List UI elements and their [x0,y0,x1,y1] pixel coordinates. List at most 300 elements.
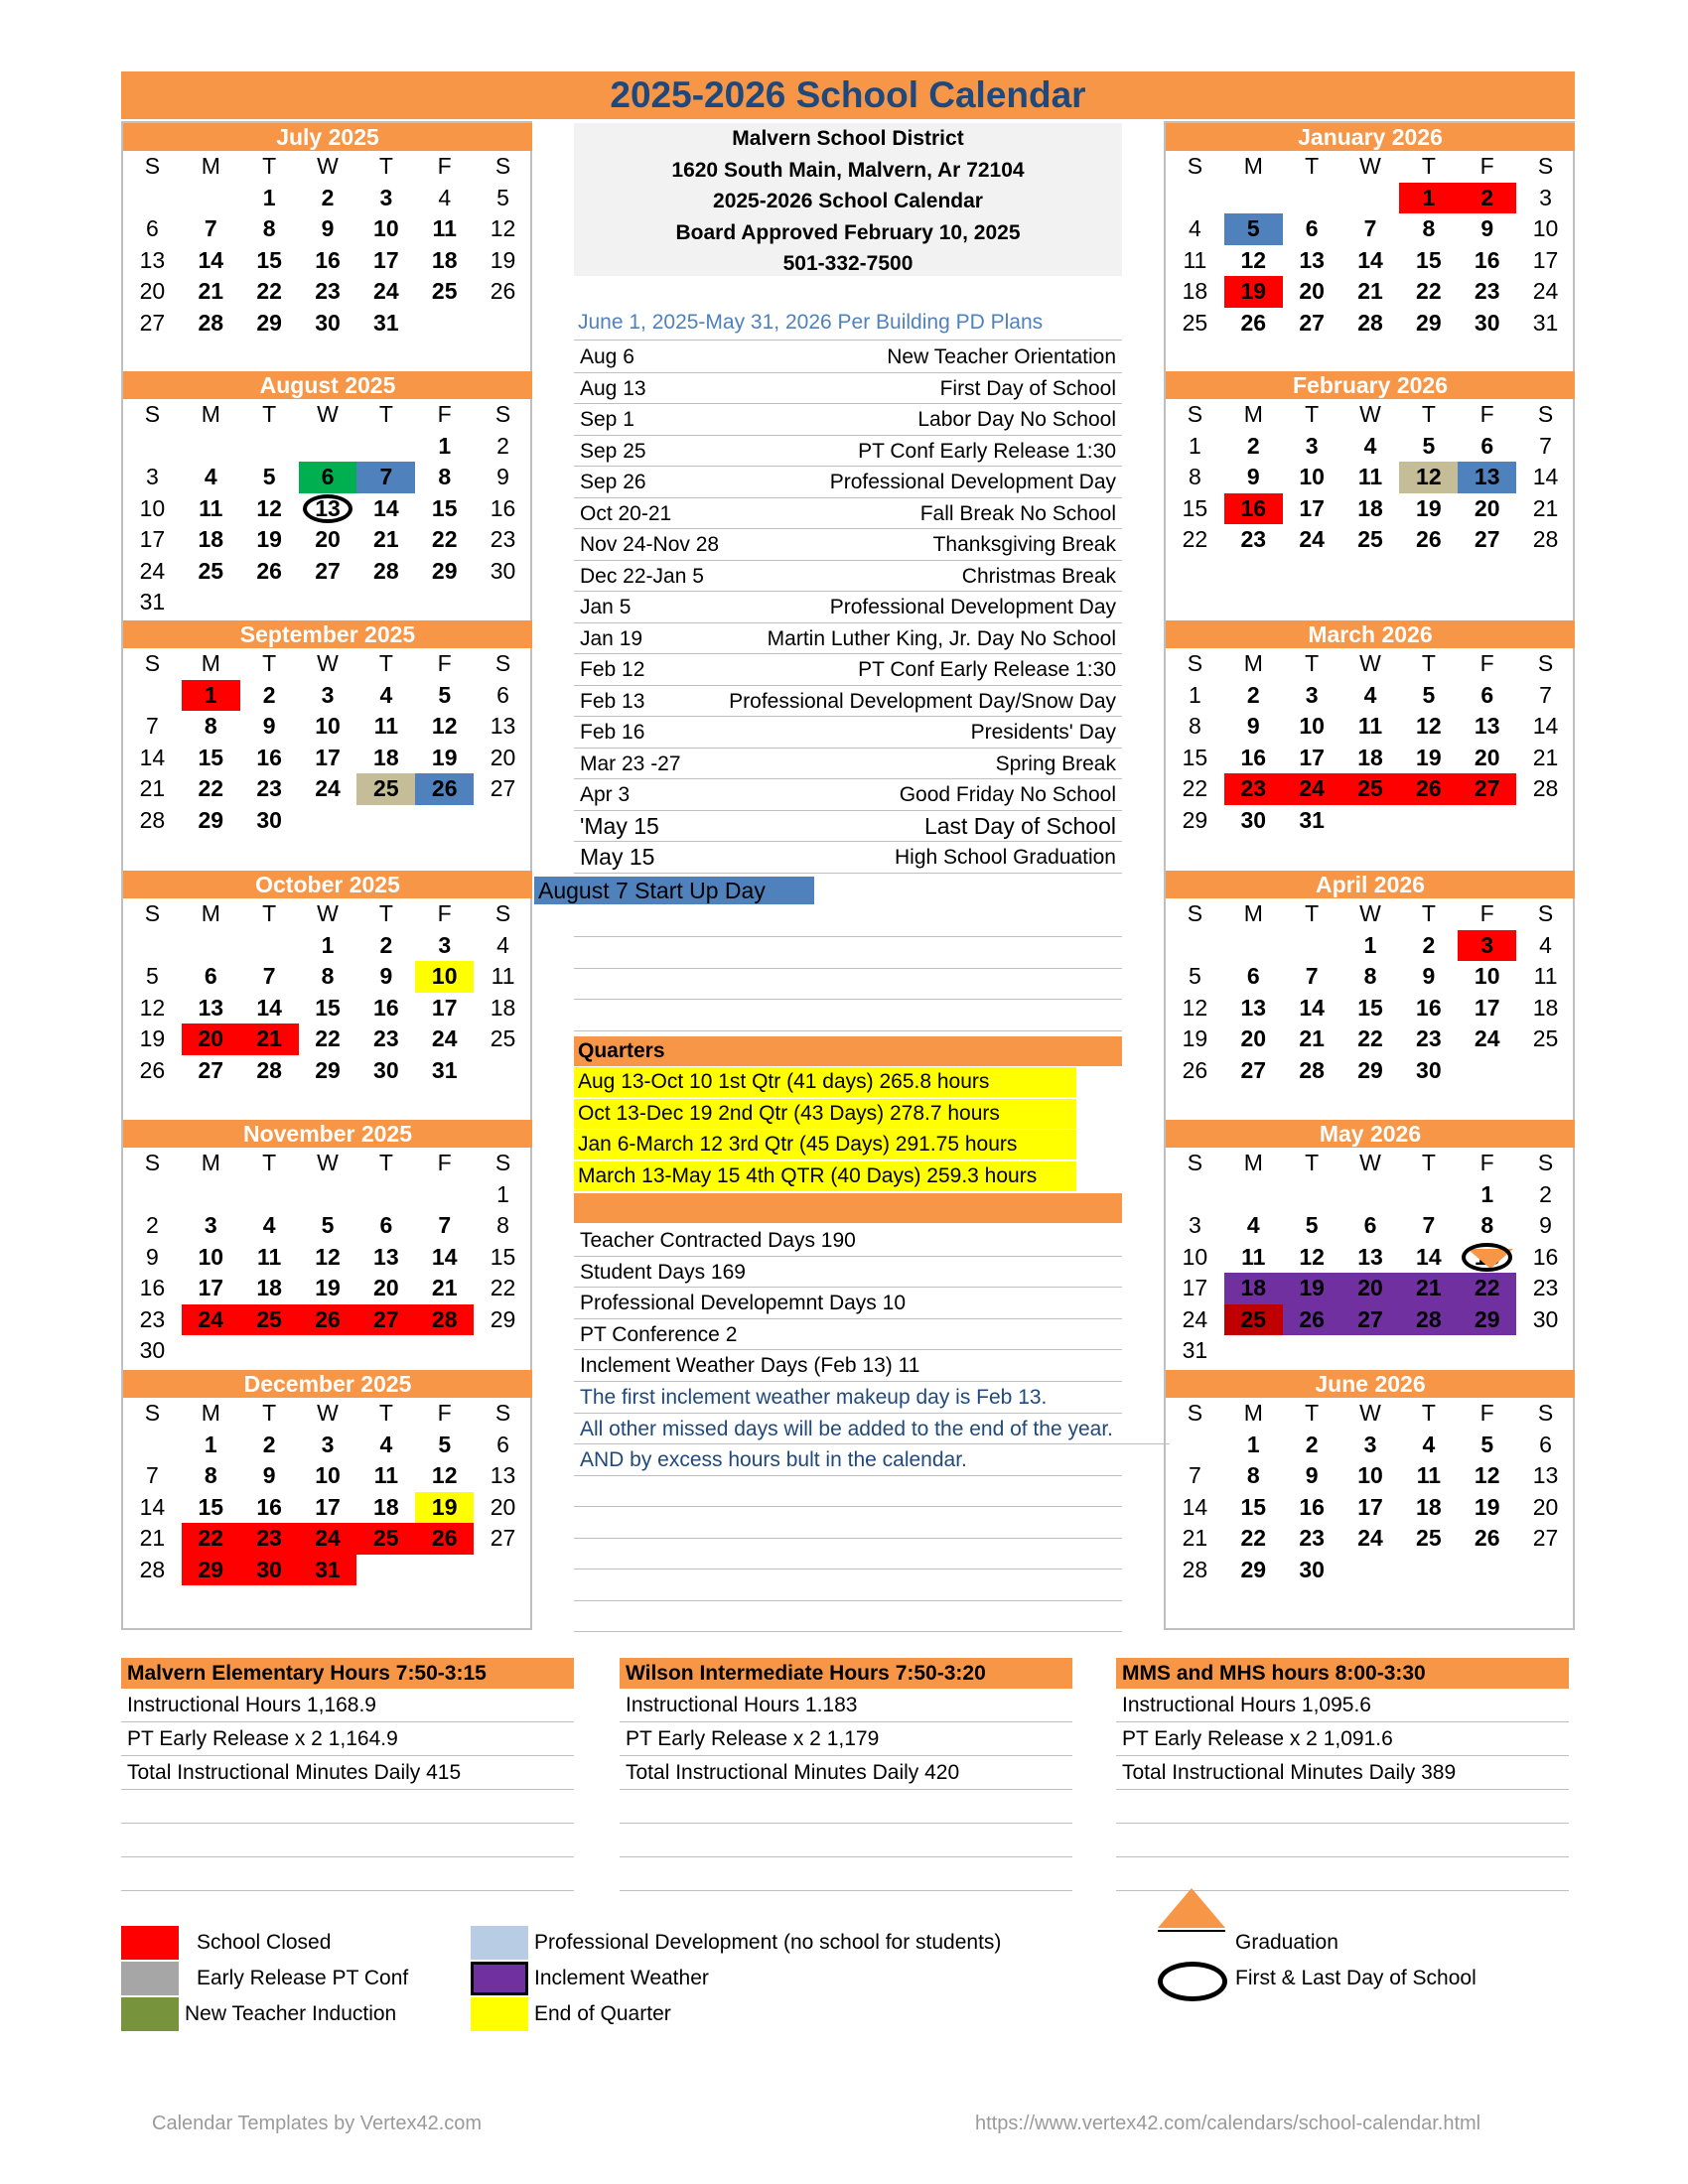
day-cell: 18 [256,1275,282,1300]
day-cell: 14 [198,246,224,273]
day-cell: 28 [1299,1056,1325,1083]
weekday-header: M [201,401,220,427]
month-title: December 2025 [123,1370,532,1398]
day-cell: 11 [1183,246,1207,273]
quarter-row: Oct 13-Dec 19 2nd Qtr (43 Days) 278.7 hours [574,1099,1076,1129]
day-cell: 23 [139,1305,166,1332]
hours-row: Total Instructional Minutes Daily 415 [121,1756,574,1790]
day-cell: 29 [315,1056,341,1083]
day-cell: 21 [139,775,166,801]
day-cell: 27 [1341,1304,1400,1336]
day-cell: 26 [299,1304,357,1336]
hours-row [620,1857,1072,1891]
empty-cell [1166,183,1224,214]
district-approval: Board Approved February 10, 2025 [675,220,1021,244]
event-row [574,404,1122,436]
event-description: Last Day of School [923,812,1116,839]
day-cell: 3 [1189,1212,1201,1238]
hours-row: Total Instructional Minutes Daily 420 [620,1756,1072,1790]
weekday-header: T [262,900,277,926]
hours-row: Total Instructional Minutes Daily 389 [1116,1756,1569,1790]
weekday-header: S [144,900,161,926]
empty-cell [1224,1179,1283,1211]
day-cell: 14 [1416,1243,1442,1270]
empty-cell [123,1430,182,1461]
district-address: 1620 South Main, Malvern, Ar 72104 [671,158,1025,182]
day-cell: 29 [1416,309,1442,336]
day-cell: 23 [1240,526,1267,552]
event-row [574,561,1122,593]
month-january-2026 [1166,123,1575,339]
day-cell: 16 [1299,1493,1325,1520]
stat-row [574,1288,1122,1319]
event-row [574,341,1122,373]
day-cell: 19 [490,246,516,273]
event-row [574,498,1122,530]
day-cell: 7 [1363,215,1377,241]
quarter-row: Jan 6-March 12 3rd Qtr (45 Days) 291.75 hours [574,1130,1076,1160]
day-cell: 16 [1240,744,1267,770]
day-cell: 5 [438,681,452,708]
month-grid [1166,898,1575,1086]
day-cell: 1 [262,184,276,210]
day-cell: 4 [1246,1212,1260,1238]
event-row [574,842,1122,874]
day-cell: 17 [431,994,458,1021]
weekday-header: T [378,401,393,427]
day-cell: 31 [299,1555,357,1586]
blank-row [574,1507,1122,1539]
weekday-header: W [317,401,339,427]
day-cell: 3 [1363,1431,1377,1457]
weekday-header: T [262,1400,277,1426]
day-cell: 26 [1240,309,1267,336]
weekday-header: S [494,401,511,427]
day-cell: 15 [431,494,458,521]
day-cell: 8 [1422,215,1436,241]
month-february-2026 [1166,371,1575,556]
day-cell: 16 [1474,246,1500,273]
day-cell: 31 [1299,806,1325,833]
day-cell: 10 [415,961,474,993]
day-cell: 28 [373,557,399,584]
empty-cell [1224,183,1283,214]
month-title: January 2026 [1166,123,1575,151]
day-cell: 7 [1305,963,1319,989]
day-cell: 19 [315,1275,341,1300]
day-cell: 16 [373,994,399,1021]
day-cell: 24 [1474,1025,1500,1051]
day-cell: 3 [321,681,335,708]
day-cell: 15 [315,994,341,1021]
event-description: Professional Development Day/Snow Day [729,689,1116,713]
day-cell: 22 [1357,1025,1383,1051]
day-cell: 12 [1399,462,1458,493]
event-row [574,592,1122,623]
event-date: Oct 20-21 [580,501,672,525]
legend-swatch-inclement [471,1962,528,1995]
day-cell: 11 [373,1462,399,1488]
hours-row [1116,1824,1569,1857]
weekday-header: S [144,1150,161,1175]
legend-swatch-early-release [121,1962,179,1995]
day-cell: 28 [139,1556,166,1582]
month-grid [123,399,532,618]
day-cell: 13 [1458,462,1516,493]
day-cell: 24 [1283,773,1341,805]
hours-row [121,1790,574,1824]
day-cell: 5 [1189,963,1201,989]
day-cell: 1 [438,432,452,459]
event-date: Aug 6 [580,345,634,368]
day-cell: 2 [1246,681,1260,708]
event-description: Labor Day No School [917,408,1116,431]
weekday-header: W [317,1150,339,1175]
blank-row [574,1600,1122,1632]
weekday-header: T [1305,650,1320,676]
weekday-header: M [201,1400,220,1426]
day-cell: 12 [139,994,166,1021]
legend-early-release: Early Release PT Conf [197,1967,409,1989]
day-cell: 3 [146,464,159,489]
day-cell: 20 [182,1024,240,1055]
day-cell: 17 [373,246,399,273]
weekday-header: S [1537,153,1554,179]
blank-row [574,1570,1122,1601]
day-cell: 4 [262,1212,276,1238]
day-cell: 27 [1458,773,1516,805]
month-grid [123,648,532,836]
weekday-header: T [378,1150,393,1175]
empty-cell [240,431,299,463]
day-cell: 29 [1357,1056,1383,1083]
day-cell: 16 [315,246,341,273]
hours-header: Wilson Intermediate Hours 7:50-3:20 [620,1658,1072,1689]
day-cell: 2 [496,432,509,459]
month-grid [1166,648,1575,836]
event-date: Dec 22-Jan 5 [580,564,704,588]
event-date: Feb 16 [580,721,645,744]
day-cell: 9 [1305,1462,1319,1488]
empty-cell [1399,1179,1458,1211]
day-cell: 25 [1224,1304,1283,1336]
event-row [574,749,1122,780]
day-cell: 22 [256,278,282,304]
empty-cell [299,431,357,463]
day-cell: 11 [1533,963,1558,989]
day-cell: 25 [356,1523,415,1555]
day-cell: 9 [496,464,509,489]
empty-cell [1224,930,1283,962]
hours-row [121,1857,574,1891]
legend-first-last: First & Last Day of School [1235,1967,1477,1989]
month-september-2025 [123,620,532,836]
weekday-header: T [262,650,277,676]
event-description: Professional Development Day [829,596,1116,618]
empty-cell [415,1179,474,1211]
day-cell: 16 [139,1275,166,1300]
day-cell: 6 [299,462,357,493]
day-cell: 26 [415,773,474,805]
empty-cell [1341,1179,1400,1211]
day-cell: 13 [1357,1243,1383,1270]
day-cell: 20 [1532,1493,1559,1520]
day-cell: 4 [1539,931,1552,958]
day-cell: 13 [198,994,224,1021]
month-march-2026 [1166,620,1575,836]
note-text: All other missed days will be added to the end of the year. [580,1417,1113,1440]
stat-row [574,1257,1122,1289]
month-title: March 2026 [1166,620,1575,648]
day-cell: 28 [415,1304,474,1336]
day-cell: 9 [262,1462,276,1488]
weekday-header: T [1421,153,1436,179]
weekday-header: T [378,900,393,926]
day-cell: 18 [373,1493,399,1520]
stat-row [574,1350,1122,1382]
day-cell: 27 [315,557,341,584]
quarter-row: Aug 13-Oct 10 1st Qtr (41 days) 265.8 hours [574,1067,1076,1097]
event-description: High School Graduation [895,846,1116,869]
day-cell: 11 [1241,1243,1266,1270]
empty-cell [182,1179,240,1211]
day-cell: 25 [1416,1525,1442,1551]
day-cell: 26 [1399,773,1458,805]
day-cell: 10 [1474,963,1500,989]
day-cell: 16 [256,1493,282,1520]
day-cell: 30 [1299,1556,1325,1582]
day-cell: 30 [256,806,282,833]
startup-day: August 7 Start Up Day [534,877,814,904]
day-cell: 1 [204,1431,217,1457]
day-cell: 11 [1357,713,1383,739]
hours-row: Instructional Hours 1,168.9 [121,1689,574,1722]
hours-row [620,1790,1072,1824]
month-grid [123,1148,532,1367]
day-cell: 3 [204,1212,217,1238]
event-row [574,373,1122,405]
event-row [574,623,1122,655]
weekday-header: F [1479,1400,1494,1426]
weekday-header: F [437,153,452,179]
weekday-header: F [1479,900,1494,926]
day-cell: 3 [379,184,393,210]
day-cell: 30 [139,1337,166,1363]
empty-cell [123,431,182,463]
day-cell: 21 [1532,494,1559,521]
day-cell: 2 [321,184,335,210]
day-cell: 11 [199,494,223,521]
day-cell: 15 [1458,1242,1516,1274]
day-cell: 9 [1246,464,1260,489]
day-cell: 4 [438,184,452,210]
day-cell: 18 [1224,1273,1283,1304]
day-cell: 14 [1532,464,1559,489]
day-cell: 26 [256,557,282,584]
day-cell: 5 [496,184,509,210]
event-date: Nov 24-Nov 28 [580,533,720,556]
event-row [574,717,1122,749]
day-cell: 7 [204,215,217,241]
weekday-header: W [1359,900,1381,926]
hours-row: Instructional Hours 1.183 [620,1689,1072,1722]
day-cell: 11 [1416,1462,1442,1488]
month-august-2025 [123,371,532,618]
month-june-2026 [1166,1370,1575,1585]
day-cell: 28 [1357,309,1383,336]
district-calendar-title: 2025-2026 School Calendar [713,190,983,212]
day-cell: 20 [490,744,516,770]
day-cell: 29 [1240,1556,1267,1582]
event-date: Apr 3 [580,783,631,806]
day-cell: 18 [490,994,516,1021]
hours-row: PT Early Release x 2 1,179 [620,1722,1072,1756]
stat-row [574,1319,1122,1351]
day-cell: 12 [431,713,458,739]
weekday-header: T [1421,1150,1436,1175]
day-cell: 23 [1224,773,1283,805]
day-cell: 22 [1240,1525,1267,1551]
legend-graduation: Graduation [1235,1931,1338,1954]
day-cell: 10 [139,494,166,521]
day-cell: 26 [1416,526,1442,552]
month-title: July 2025 [123,123,532,151]
district-name: Malvern School District [732,127,964,150]
day-cell: 1 [1399,183,1458,214]
day-cell: 12 [1416,713,1442,739]
day-cell: 19 [256,526,282,552]
empty-cell [299,1179,357,1211]
weekday-header: T [262,401,277,427]
day-cell: 17 [315,744,341,770]
day-cell: 29 [256,309,282,336]
blank-row [574,1475,1122,1507]
day-cell: 13 [139,246,166,273]
day-cell: 23 [1474,278,1500,304]
day-cell: 8 [1363,963,1377,989]
day-cell: 5 [262,464,276,489]
day-cell: 17 [1299,744,1325,770]
legend-swatch-new-teacher [121,1997,179,2031]
day-cell: 19 [1474,1493,1500,1520]
weekday-header: S [1187,650,1203,676]
day-cell: 30 [373,1056,399,1083]
weekday-header: S [1537,401,1554,427]
empty-cell [1166,1430,1224,1461]
day-cell: 31 [431,1056,458,1083]
day-cell: 24 [139,557,166,584]
day-cell: 12 [431,1462,458,1488]
day-cell: 2 [146,1212,159,1238]
event-date: 'May 15 [580,812,659,839]
day-cell: 15 [1182,744,1208,770]
month-grid [123,898,532,1086]
weekday-header: M [201,1150,220,1175]
day-cell: 20 [1341,1273,1400,1304]
day-cell: 29 [1182,806,1208,833]
day-cell: 18 [1416,1493,1442,1520]
quarters-header: Quarters [574,1036,1122,1066]
weekday-header: S [494,153,511,179]
weekday-header: M [1243,1150,1263,1175]
weekday-header: W [1359,401,1381,427]
day-cell: 21 [1357,278,1383,304]
stat-text: PT Conference 2 [580,1322,738,1346]
day-cell: 24 [299,1523,357,1555]
day-cell: 10 [373,215,399,241]
weekday-header: W [1359,1150,1381,1175]
event-description: PT Conf Early Release 1:30 [858,439,1116,463]
day-cell: 31 [139,589,166,614]
day-cell: 5 [1422,432,1436,459]
legend-new-teacher: New Teacher Induction [185,2002,397,2025]
day-cell: 21 [240,1024,299,1055]
day-cell: 6 [1363,1212,1377,1238]
stat-text: Professional Developemnt Days 10 [580,1292,907,1314]
day-cell: 12 [1474,1462,1500,1488]
event-description: Good Friday No School [899,783,1116,806]
weekday-header: T [1421,401,1436,427]
day-cell: 6 [1480,432,1494,459]
day-cell: 7 [1189,1462,1201,1488]
day-cell: 10 [1182,1243,1208,1270]
day-cell: 31 [1182,1337,1208,1363]
blank-row [574,1000,1122,1031]
note-row [574,1382,1122,1414]
weekday-header: S [1537,650,1554,676]
day-cell: 18 [1182,278,1208,304]
month-december-2025 [123,1370,532,1585]
day-cell: 27 [490,775,516,801]
event-description: Christmas Break [961,564,1116,588]
stat-text: Student Days 169 [580,1260,746,1284]
day-cell: 24 [1532,278,1559,304]
day-cell: 7 [356,462,415,493]
weekday-header: S [494,900,511,926]
day-cell: 15 [1240,1493,1267,1520]
day-cell: 6 [1480,681,1494,708]
weekday-header: F [437,401,452,427]
weekday-header: S [144,401,161,427]
day-cell: 23 [1299,1525,1325,1551]
day-cell: 25 [1182,309,1208,336]
day-cell: 10 [198,1243,224,1270]
empty-cell [356,431,415,463]
weekday-header: M [201,153,220,179]
day-cell: 30 [1240,806,1267,833]
day-cell: 18 [373,744,399,770]
month-grid [123,151,532,339]
day-cell: 23 [1532,1275,1559,1300]
day-cell: 19 [1224,276,1283,308]
day-cell: 22 [315,1025,341,1051]
weekday-header: F [437,900,452,926]
day-cell: 21 [431,1275,458,1300]
day-cell: 22 [198,775,224,801]
day-cell: 19 [1416,494,1442,521]
day-cell: 18 [1357,494,1383,521]
day-cell: 23 [490,526,516,552]
legend-end-quarter: End of Quarter [534,2002,671,2025]
day-cell: 2 [262,681,276,708]
month-title: June 2026 [1166,1370,1575,1398]
day-cell: 30 [1416,1056,1442,1083]
footer-url[interactable]: https://www.vertex42.com/calendars/school-calendar.html [975,2113,1481,2134]
quarter-row: March 13-May 15 4th QTR (40 Days) 259.3 hours [574,1161,1076,1191]
day-cell: 17 [315,1493,341,1520]
day-cell: 15 [1357,994,1383,1021]
day-cell: 26 [1182,1056,1208,1083]
